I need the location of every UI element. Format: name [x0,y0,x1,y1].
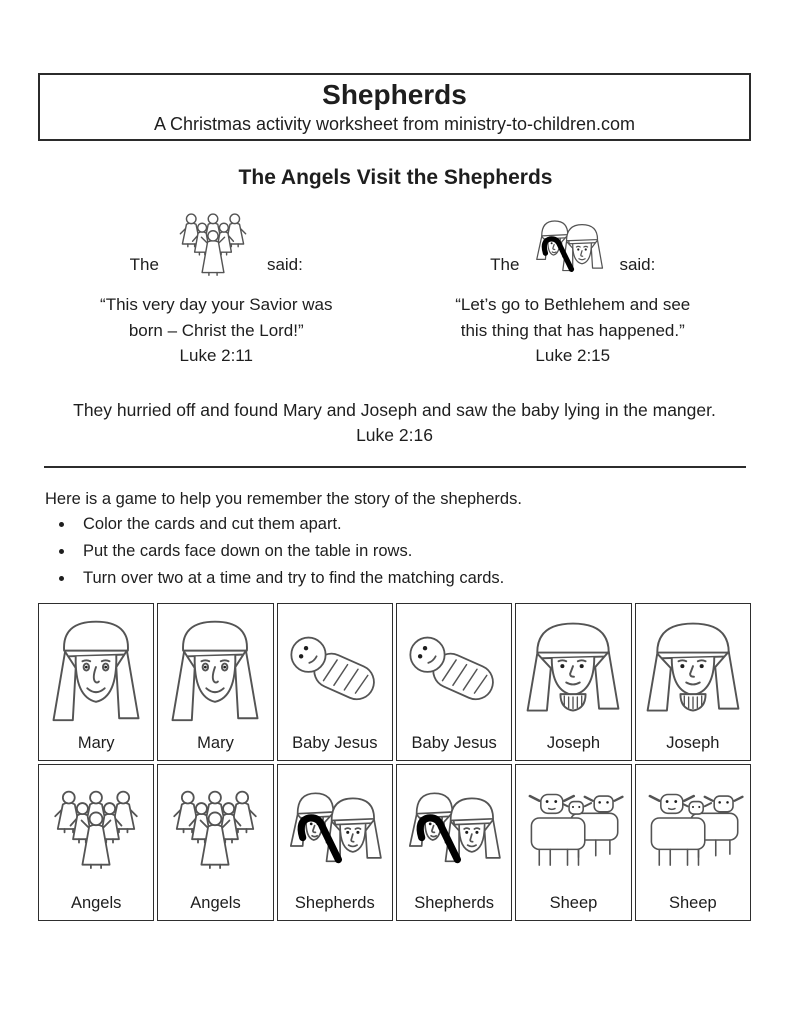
story-text [38,398,751,449]
card [277,603,393,761]
scripture-reference: Luke 2:15 [535,346,611,365]
said-prefix: The [490,255,520,274]
shepherds-icon [531,216,607,278]
card-icon-wrap [516,604,630,734]
card-icon [45,772,147,886]
header-box [38,73,751,141]
card-label: Angels [70,894,122,912]
card-icon-wrap [278,604,392,734]
angels-quote [38,292,395,343]
card [157,764,273,922]
card-label: Angels [190,894,241,912]
card-icon [284,772,386,886]
card-icon-wrap [158,765,272,895]
card [396,764,512,922]
card-icon-wrap [516,765,630,895]
card-icon [284,612,386,726]
story-line: They hurried off and found Mary and Joseph and saw the baby lying in the manger. [73,400,716,420]
card [38,603,154,761]
game-instructions [45,490,745,596]
said-prefix: The [129,255,159,274]
card-icon [403,772,505,886]
card-label: Sheep [549,894,598,912]
card [277,764,393,922]
card-icon-wrap [397,604,511,734]
page-subtitle: A Christmas activity worksheet from ministry-to-children.com [153,113,636,134]
card-icon [45,612,147,726]
card-icon-wrap [39,765,153,895]
quote-line: born – Christ the Lord!” [128,320,304,340]
game-steps-list [75,515,745,588]
game-intro: Here is a game to help you remember the story of the shepherds. [45,490,522,508]
shepherds-said-line [395,206,752,278]
card-label: Mary [197,733,234,752]
card-icon-wrap [636,604,750,734]
card-icon [164,612,266,726]
card-icon [642,772,744,886]
shepherds-quote [395,292,752,343]
quote-line: “This very day your Savior was [100,295,333,314]
game-step: • Put the cards face down on the table in rows. [75,542,745,561]
card-label: Joseph [546,733,601,752]
card [635,764,751,922]
card [38,764,154,922]
card-label: Mary [77,733,115,752]
card-icon-wrap [278,765,392,895]
quote-columns [38,206,751,369]
said-suffix: said: [266,255,303,274]
card-label: Baby Jesus [292,733,378,752]
card-icon [403,612,505,726]
card-grid [38,603,751,921]
quote-line: this thing that has happened.” [460,320,685,340]
card-label: Sheep [668,894,717,912]
card [635,603,751,761]
game-step: • Turn over two at a time and try to find the matching cards. [75,569,745,588]
angels-said-line [38,206,395,278]
quote-line: “Let’s go to Bethlehem and see [455,295,691,314]
card-icon-wrap [397,765,511,895]
card-icon [642,612,744,726]
section-heading: The Angels Visit the Shepherds [238,166,553,189]
game-step: • Color the cards and cut them apart. [75,515,745,534]
scripture-reference: Luke 2:11 [179,346,253,365]
angels-quote-column [38,206,395,369]
card-label: Joseph [666,733,720,752]
card [515,603,631,761]
angels-icon [171,210,255,278]
shepherds-quote-column [395,206,752,369]
card [515,764,631,922]
card-label: Shepherds [414,894,495,912]
card-icon-wrap [636,765,750,895]
card-icon-wrap [158,604,272,734]
card-icon [164,772,266,886]
said-suffix: said: [619,255,656,274]
card-icon-wrap [39,604,153,734]
card-label: Shepherds [294,894,375,912]
card-icon [522,612,624,726]
card [396,603,512,761]
card [157,603,273,761]
scripture-reference: Luke 2:16 [356,425,433,446]
page-title: Shepherds [322,79,467,110]
card-icon [522,772,624,886]
horizontal-divider [44,466,746,468]
card-label: Baby Jesus [411,733,497,752]
